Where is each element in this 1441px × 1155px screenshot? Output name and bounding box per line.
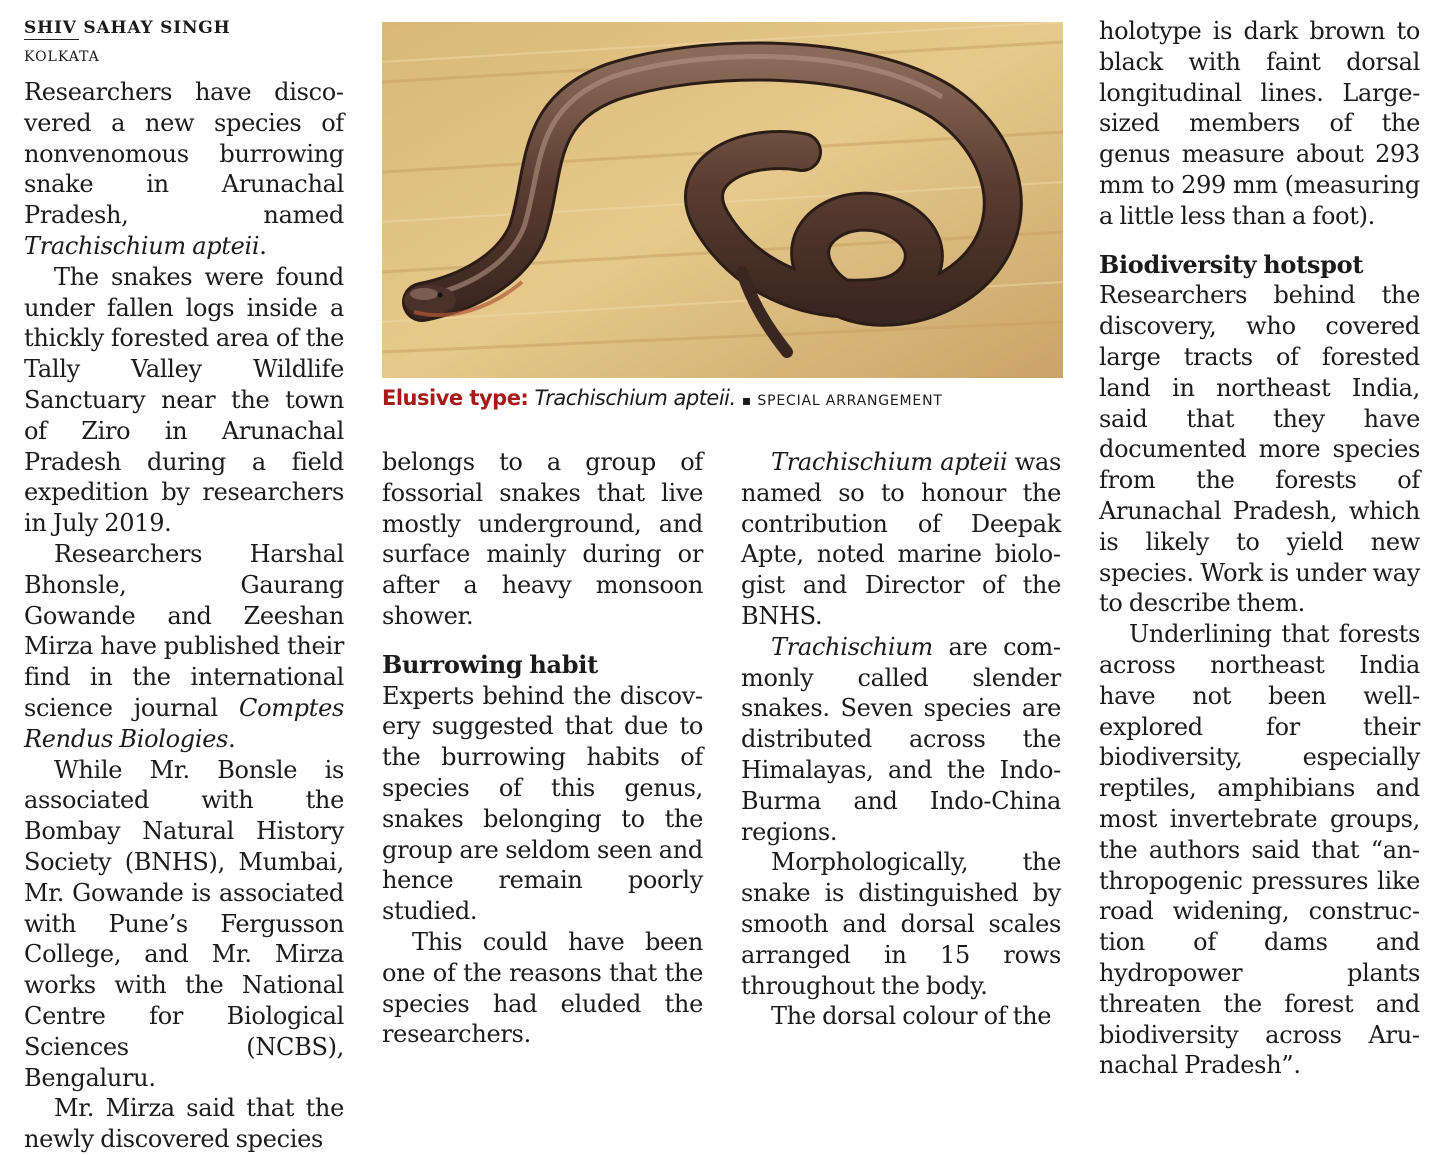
paragraph: Underlining that forests across northeast India have not been well-explored for their biodiversity, especially reptiles, amphibians and most invertebrate groups, the authors said that “anthropogenic pressures like road widening, construction of dams and hydropower plants threaten the forest and biodiversity across Arunachal Pradesh”. [1099, 620, 1420, 1080]
paragraph: Researchers have discovered a new species of nonvenomous burrowing snake in Arunachal Pradesh, named Trachischium apteii. [24, 78, 344, 260]
snake-photo [382, 22, 1063, 378]
byline-rule [24, 39, 79, 40]
paragraph: belongs to a group of fossorial snakes that live mostly underground, and surface mainly during or after a heavy monsoon shower. [382, 448, 703, 630]
paragraph: This could have been one of the reasons that the species had eluded the researchers. [382, 927, 703, 1049]
paragraph: Trachischium are commonly called slender snakes. Seven species are distributed across the Himalayas, and the Indo-Burma and Indo-China regions. [741, 632, 1061, 846]
paragraph: Researchers Harshal Bhonsle, Gaurang Gowande and Zeeshan Mirza have published their find in the international science journal Comptes Rendus Biologies. [24, 539, 344, 753]
caption-label: Elusive type: [382, 386, 529, 410]
paragraph: Researchers behind the discovery, who covered large tracts of forested land in northeast India, said that they have documented more species from the forests of Arunachal Pradesh, which is likely to yield new species. Work is under way to describe them. [1099, 281, 1420, 618]
paragraph: Mr. Mirza said that the newly discovered species [24, 1094, 344, 1154]
article-column-2 [382, 447, 703, 1050]
paragraph: The dorsal colour of the [771, 1002, 1052, 1031]
caption-species: Trachischium apteii. [534, 386, 736, 410]
article-column-3 [741, 447, 1061, 1032]
caption-credit: ▪ SPECIAL ARRANGEMENT [741, 393, 943, 409]
paragraph: Morphologically, the snake is distinguished by smooth and dorsal scales arranged in 15 rows throughout the body. [741, 848, 1061, 1000]
subheading-biodiversity-hotspot: Biodiversity hotspot [1099, 249, 1364, 279]
subheading-burrowing-habit: Burrowing habit [382, 649, 598, 679]
paragraph: Trachischium apteii was named so to honour the contribution of Deepak Apte, noted marine biologist and Director of the BNHS. [741, 448, 1061, 630]
article-column-1 [24, 77, 344, 1155]
paragraph: holotype is dark brown to black with faint dorsal longitudinal lines. Large-sized members of the genus measure about 293 mm to 299 mm (measuring a little less than a foot). [1099, 17, 1420, 230]
photo-caption [382, 386, 943, 410]
paragraph: The snakes were found under fallen logs inside a thickly forested area of the Tally Valley Wildlife Sanctuary near the town of Ziro in Arunachal Pradesh during a field expedition by researchers in July 2019. [24, 262, 344, 538]
paragraph: While Mr. Bonsle is associated with the Bombay Natural History Society (BNHS), Mumbai, Mr. Gowande is associated with Pune’s Fergusson College, and Mr. Mirza works with the National Centre for Biological Sciences (NCBS), Bengaluru. [24, 755, 344, 1092]
byline-author: SHIV SAHAY SINGH [24, 18, 231, 38]
article-column-4 [1099, 16, 1420, 1081]
dateline: KOLKATA [24, 49, 100, 65]
paragraph: Experts behind the discovery suggested that due to the burrowing habits of species of this genus, snakes belonging to the group are seldom seen and hence remain poorly studied. [382, 681, 703, 926]
